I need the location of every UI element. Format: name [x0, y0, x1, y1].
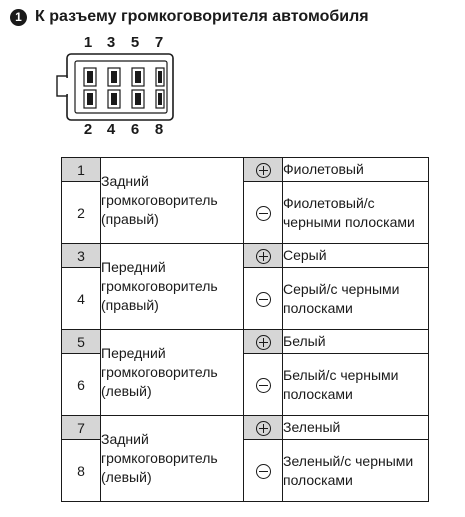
- section-heading: [10, 6, 369, 28]
- polarity-cell: [244, 330, 283, 354]
- pin-label-3: 3: [106, 34, 116, 51]
- polarity-cell: [244, 440, 283, 502]
- pin-number-cell: 3: [62, 244, 101, 268]
- table-row: [62, 330, 429, 354]
- pin-label-4: 4: [106, 121, 116, 138]
- pin-label-6: 6: [130, 121, 140, 138]
- wire-color-cell: Фиолетовый: [283, 158, 429, 182]
- plus-circle-icon: [256, 249, 271, 264]
- speaker-description-cell: Передний громкоговоритель (правый): [101, 244, 244, 330]
- minus-circle-icon: [256, 464, 271, 479]
- pin-number-cell: 8: [62, 440, 101, 502]
- minus-circle-icon: [256, 378, 271, 393]
- table-row: [62, 244, 429, 268]
- pin-label-8: 8: [154, 121, 164, 138]
- plus-circle-icon: [256, 163, 271, 178]
- pin-number-cell: 4: [62, 268, 101, 330]
- polarity-cell: [244, 182, 283, 244]
- polarity-cell: [244, 354, 283, 416]
- pin-number-cell: 7: [62, 416, 101, 440]
- table-row: [62, 416, 429, 440]
- pin-label-5: 5: [130, 34, 140, 51]
- speaker-description-cell: Передний громкоговоритель (левый): [101, 330, 244, 416]
- speaker-description-cell: Задний громкоговоритель (правый): [101, 158, 244, 244]
- step-number-badge: 1: [10, 9, 27, 26]
- wire-color-cell: Белый/с черными полосками: [283, 354, 429, 416]
- speaker-wiring-table: [61, 157, 429, 502]
- speaker-description-cell: Задний громкоговоритель (левый): [101, 416, 244, 502]
- polarity-cell: [244, 158, 283, 182]
- pin-label-1: 1: [83, 34, 93, 51]
- pin-number-cell: 1: [62, 158, 101, 182]
- pin-number-cell: 5: [62, 330, 101, 354]
- pin-label-2: 2: [83, 121, 93, 138]
- wire-color-cell: Зеленый/с черными полосками: [283, 440, 429, 502]
- section-title: К разъему громкоговорителя автомобиля: [35, 8, 369, 25]
- wire-color-cell: Зеленый: [283, 416, 429, 440]
- wire-color-cell: Серый/с черными полосками: [283, 268, 429, 330]
- connector-housing-graphic: [55, 52, 185, 122]
- wire-color-cell: Фиолетовый/с черными полосками: [283, 182, 429, 244]
- polarity-cell: [244, 416, 283, 440]
- pin-label-7: 7: [154, 34, 164, 51]
- wire-color-cell: Серый: [283, 244, 429, 268]
- polarity-cell: [244, 244, 283, 268]
- speaker-connector-diagram: [55, 30, 185, 140]
- pin-number-cell: 2: [62, 182, 101, 244]
- plus-circle-icon: [256, 335, 271, 350]
- pin-number-cell: 6: [62, 354, 101, 416]
- minus-circle-icon: [256, 206, 271, 221]
- wire-color-cell: Белый: [283, 330, 429, 354]
- table-row: [62, 158, 429, 182]
- polarity-cell: [244, 268, 283, 330]
- plus-circle-icon: [256, 421, 271, 436]
- minus-circle-icon: [256, 292, 271, 307]
